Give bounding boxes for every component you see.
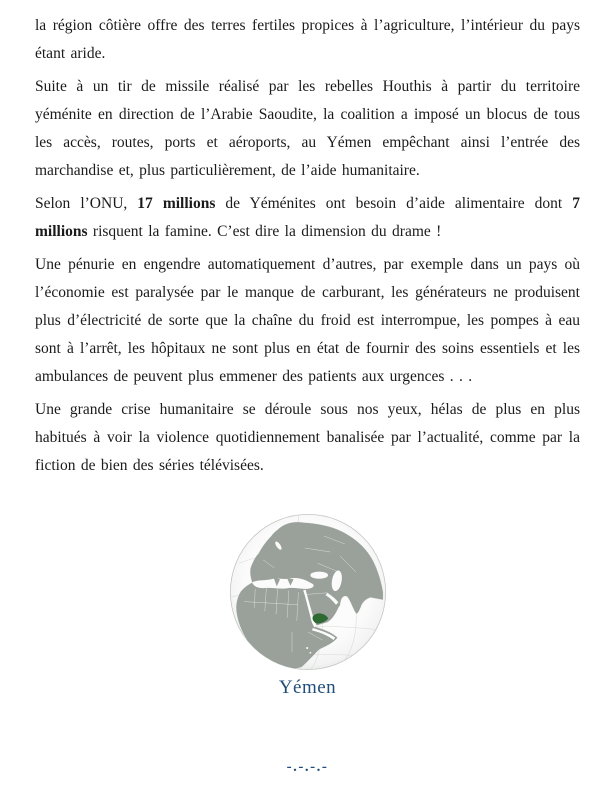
paragraph-text: Une pénurie en engendre automatiquement d’autres, par exemple dans un pays où l’économie est paralysée par le manque de carburant, les générateurs ne produisent plus d’électricité de sorte que la chaîne du froid est interrompue, les pompes à eau sont à l’arrêt, les hôpitaux ne sont plus en état de fournir des soins essentiels et les ambulances de peuvent plus emmener des patients aux urgences . . . — [35, 256, 580, 385]
document-body — [35, 12, 580, 512]
yemen-globe-map — [228, 512, 388, 672]
paragraph-text: de Yéménites ont besoin d’aide alimentaire dont — [215, 195, 573, 212]
paragraph-text: la région côtière offre des terres fertiles propices à l’agriculture, l’intérieur du pays étant aride. — [35, 17, 580, 62]
paragraph — [35, 12, 580, 68]
section-separator: -.-.-.- — [286, 759, 329, 775]
bold-statistic: 7 millions — [35, 195, 580, 240]
paragraph — [35, 251, 580, 391]
paragraph-text: Suite à un tir de missile réalisé par les rebelles Houthis à partir du territoire yéménite en direction de l’Arabie Saoudite, la coalition a imposé un blocus de tous les accès, routes, ports et aéroports, au Yémen empêchant ainsi l’entrée des marchandise et, plus particulièrement, de l’aide humanitaire. — [35, 78, 580, 179]
paragraph — [35, 396, 580, 480]
paragraph-text: Une grande crise humanitaire se déroule sous nos yeux, hélas de plus en plus habitués à voir la violence quotidiennement banalisée par l’actualité, comme par la fiction de bien des séries télévisées. — [35, 401, 580, 474]
paragraph — [35, 73, 580, 185]
paragraph-text: Selon l’ONU, — [35, 195, 138, 212]
yemen-map-figure — [0, 512, 615, 700]
paragraph-text: risquent la famine. C’est dire la dimension du drame ! — [87, 223, 442, 240]
paragraph — [35, 190, 580, 246]
bold-statistic: 17 millions — [137, 195, 216, 212]
figure-caption: Yémen — [278, 677, 337, 698]
